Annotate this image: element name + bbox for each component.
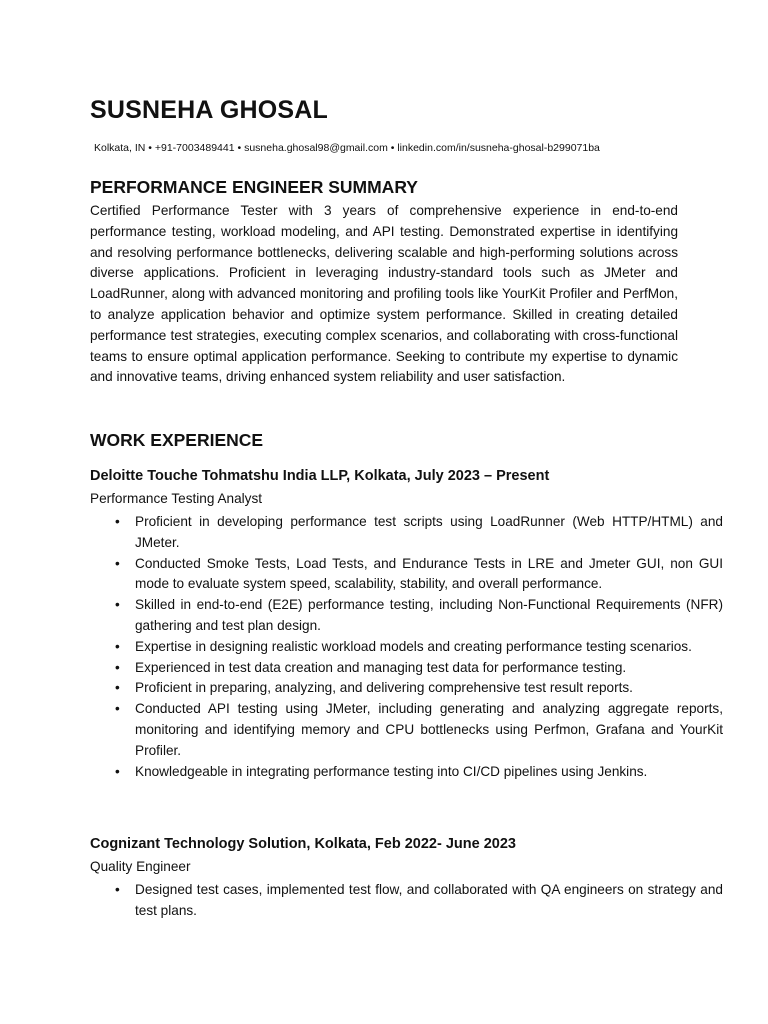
- job-title: Deloitte Touche Tohmatshu India LLP, Kolkata, July 2023 – Present: [90, 468, 550, 484]
- job-role: Quality Engineer: [90, 859, 191, 874]
- job-role: Performance Testing Analyst: [90, 491, 263, 506]
- candidate-name: SUSNEHA GHOSAL: [90, 96, 329, 124]
- summary-heading: PERFORMANCE ENGINEER SUMMARY: [90, 177, 418, 197]
- bullet-item: • Proficient in developing performance test scripts using LoadRunner (Web HTTP/HTML) and JMeter.: [135, 512, 723, 554]
- bullet-item: • Skilled in end-to-end (E2E) performance testing, including Non-Functional Requirements (NFR) gathering and test plan design.: [135, 595, 723, 637]
- job-title: Cognizant Technology Solution, Kolkata, Feb 2022- June 2023: [90, 836, 516, 852]
- bullet-item: • Conducted API testing using JMeter, including generating and analyzing aggregate reports, monitoring and identifying memory and CPU bottlenecks using Perfmon, Grafana and YourKit Profiler.: [135, 699, 723, 761]
- bullet-item: • Expertise in designing realistic workload models and creating performance testing scenarios.: [135, 637, 723, 658]
- bullet-item: • Knowledgeable in integrating performance testing into CI/CD pipelines using Jenkins.: [135, 762, 723, 783]
- summary-text: Certified Performance Tester with 3 years of comprehensive experience in end-to-end performance testing, workload modeling, and API testing. Demonstrated expertise in identifying and resolving performance bottlenecks, delivering scalable and high-performing solutions across diverse applications. Proficient in leveraging industry-standard tools such as JMeter and LoadRunner, along with advanced monitoring and profiling tools like YourKit Profiler and PerfMon, to analyze application behavior and optimize system performance. Skilled in creating detailed performance test strategies, executing complex scenarios, and collaborating with cross-functional teams to ensure optimal application performance. Seeking to contribute my expertise to dynamic and innovative teams, driving enhanced system reliability and user satisfaction.: [90, 203, 678, 385]
- work-heading: WORK EXPERIENCE: [90, 430, 264, 450]
- bullet-item: • Designed test cases, implemented test flow, and collaborated with QA engineers on strategy and test plans.: [135, 880, 723, 922]
- job-bullets: [90, 880, 723, 922]
- job-bullets: [90, 512, 723, 782]
- bullet-item: • Proficient in preparing, analyzing, and delivering comprehensive test result reports.: [135, 678, 723, 699]
- contact-line: Kolkata, IN • +91-7003489441 • susneha.ghosal98@gmail.com • linkedin.com/in/susneha-ghosal-b299071ba: [94, 142, 600, 154]
- bullet-item: • Conducted Smoke Tests, Load Tests, and Endurance Tests in LRE and Jmeter GUI, non GUI mode to evaluate system speed, scalability, stability, and overall performance.: [135, 554, 723, 596]
- bullet-item: • Experienced in test data creation and managing test data for performance testing.: [135, 658, 723, 679]
